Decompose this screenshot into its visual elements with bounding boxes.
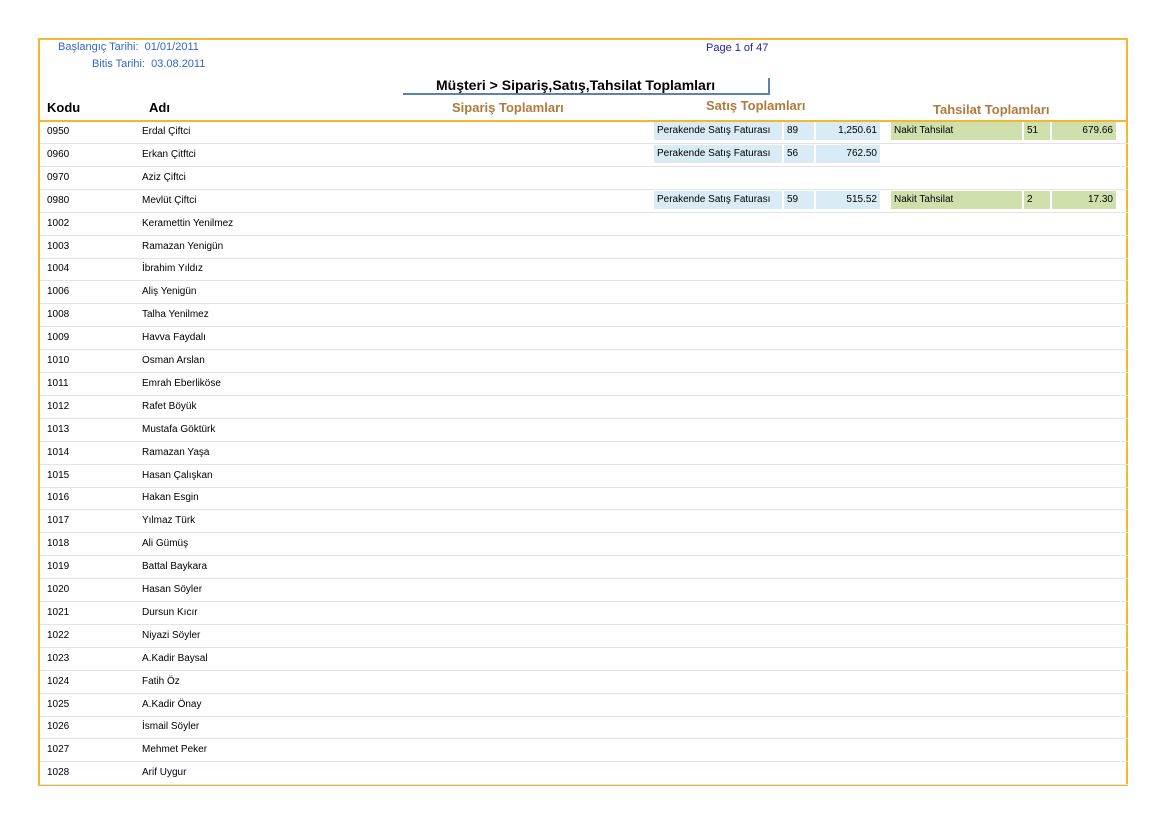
table-row: [40, 510, 1128, 533]
table-row: [40, 281, 1128, 304]
tahsilat-type: Nakit Tahsilat: [891, 191, 1022, 209]
start-date: [58, 41, 199, 53]
customer-code: 1015: [47, 469, 70, 481]
customer-name: Fatih Öz: [142, 675, 180, 687]
customer-name: Mevlüt Çiftci: [142, 194, 197, 206]
column-header-siparis: Sipariş Toplamları: [452, 100, 564, 115]
customer-name: Niyazi Söyler: [142, 629, 201, 641]
start-date-value: 01/01/2011: [144, 41, 199, 53]
table-row: [40, 396, 1128, 419]
table-row: [40, 716, 1128, 739]
satis-count: 56: [784, 145, 814, 163]
column-header-code: Kodu: [47, 100, 81, 115]
end-date: [92, 58, 205, 70]
customer-name: Rafet Böyük: [142, 400, 197, 412]
customer-code: 1019: [47, 561, 70, 573]
customer-name: Keramettin Yenilmez: [142, 217, 234, 229]
customer-code: 1027: [47, 744, 70, 756]
table-row: [40, 442, 1128, 465]
table-row: [40, 487, 1128, 510]
customer-code: 1012: [47, 400, 70, 412]
customer-code: 1028: [47, 767, 70, 779]
table-row: [40, 579, 1128, 602]
tahsilat-amount: 679.66: [1052, 122, 1116, 140]
table-row: [40, 144, 1128, 167]
customer-name: Talha Yenilmez: [142, 309, 209, 321]
customer-code: 1004: [47, 263, 70, 275]
start-date-label: Başlangıç Tarihi:: [58, 41, 139, 53]
title-underline: [403, 93, 770, 95]
customer-name: İbrahim Yıldız: [142, 263, 203, 275]
customer-code: 1017: [47, 515, 70, 527]
satis-count: 59: [784, 191, 814, 209]
table-row: [40, 533, 1128, 556]
customer-name: Arif Uygur: [142, 767, 187, 779]
customer-name: Battal Baykara: [142, 561, 208, 573]
table-row: [40, 304, 1128, 327]
customer-code: 1023: [47, 652, 70, 664]
title-underline-tick: [768, 78, 770, 95]
satis-count: 89: [784, 122, 814, 140]
customer-code: 1011: [47, 377, 69, 389]
customer-code: 1020: [47, 584, 70, 595]
table-row: [40, 327, 1128, 350]
table-row: [40, 419, 1128, 442]
tahsilat-amount: 17.30: [1052, 191, 1116, 209]
customer-name: Mehmet Peker: [142, 744, 208, 756]
customer-code: 0980: [47, 194, 70, 206]
end-date-value: 03.08.2011: [151, 58, 206, 70]
customer-name: İsmail Söyler: [142, 721, 200, 733]
satis-amount: 515.52: [816, 191, 880, 209]
customer-code: 1002: [47, 217, 70, 229]
customer-name: Mustafa Göktürk: [142, 423, 216, 435]
customer-name: Hasan Söyler: [142, 584, 203, 595]
customer-code: 1024: [47, 675, 70, 687]
table-row: [40, 739, 1128, 762]
customer-name: Ramazan Yenigün: [142, 240, 224, 252]
customer-code: 1022: [47, 629, 70, 641]
table-row: [40, 694, 1128, 717]
table-row: [40, 350, 1128, 373]
satis-type: Perakende Satış Faturası: [654, 145, 782, 163]
tahsilat-type: Nakit Tahsilat: [891, 122, 1022, 140]
customer-code: 0950: [47, 126, 70, 137]
table-row: [40, 671, 1128, 694]
table-row: [40, 213, 1128, 236]
table-row: [40, 602, 1128, 625]
table-row: [40, 373, 1128, 396]
customer-name: Aziz Çiftci: [142, 171, 186, 183]
report-title: Müşteri > Sipariş,Satış,Tahsilat Toplamları: [436, 77, 716, 93]
satis-amount: 1,250.61: [816, 122, 880, 140]
table-row: [40, 625, 1128, 648]
table-row: [40, 465, 1128, 488]
customer-name: Ramazan Yaşa: [142, 446, 210, 458]
customer-code: 1006: [47, 286, 70, 298]
customer-code: 1018: [47, 538, 70, 550]
table-row: [40, 167, 1128, 190]
page-number: Page 1 of 47: [706, 42, 769, 54]
customer-name: Osman Arslan: [142, 355, 205, 366]
table-row: [40, 121, 1128, 144]
customer-code: 1008: [47, 309, 70, 321]
column-header-name: Adı: [149, 100, 170, 115]
customer-name: Havva Faydalı: [142, 332, 206, 344]
tahsilat-count: 51: [1024, 122, 1050, 140]
satis-type: Perakende Satış Faturası: [654, 122, 782, 140]
customer-code: 0960: [47, 148, 70, 160]
customer-code: 1003: [47, 240, 70, 252]
tahsilat-count: 2: [1024, 191, 1050, 209]
customer-name: Erkan Çitftci: [142, 148, 196, 160]
table-row: [40, 762, 1128, 785]
customer-name: Aliş Yenigün: [142, 286, 197, 298]
table-row: [40, 190, 1128, 213]
table-row: [40, 648, 1128, 671]
customer-code: 0970: [47, 171, 70, 183]
end-date-label: Bitis Tarihi:: [92, 58, 145, 70]
column-header-tahsilat: Tahsilat Toplamları: [933, 102, 1050, 117]
table-row: [40, 556, 1128, 579]
satis-amount: 762.50: [816, 145, 880, 163]
customer-name: Hakan Esgin: [142, 492, 199, 504]
customer-name: A.Kadir Baysal: [142, 652, 208, 664]
customer-name: Ali Gümüş: [142, 538, 189, 550]
customer-name: Dursun Kıcır: [142, 606, 198, 618]
customer-code: 1016: [47, 492, 70, 504]
customer-code: 1009: [47, 332, 70, 344]
customer-code: 1010: [47, 355, 70, 366]
customer-code: 1021: [47, 606, 70, 618]
table-row: [40, 258, 1128, 281]
satis-type: Perakende Satış Faturası: [654, 191, 782, 209]
customer-name: Yılmaz Türk: [142, 515, 196, 527]
customer-name: Erdal Çiftci: [142, 126, 191, 137]
customer-name: Hasan Çalışkan: [142, 469, 213, 481]
customer-code: 1013: [47, 423, 70, 435]
customer-code: 1026: [47, 721, 70, 733]
customer-name: A.Kadir Önay: [142, 698, 202, 710]
customer-code: 1014: [47, 446, 70, 458]
table-row: [40, 236, 1128, 259]
column-header-satis: Satış Toplamları: [706, 98, 806, 113]
customer-name: Emrah Eberliköse: [142, 377, 221, 389]
customer-code: 1025: [47, 698, 70, 710]
